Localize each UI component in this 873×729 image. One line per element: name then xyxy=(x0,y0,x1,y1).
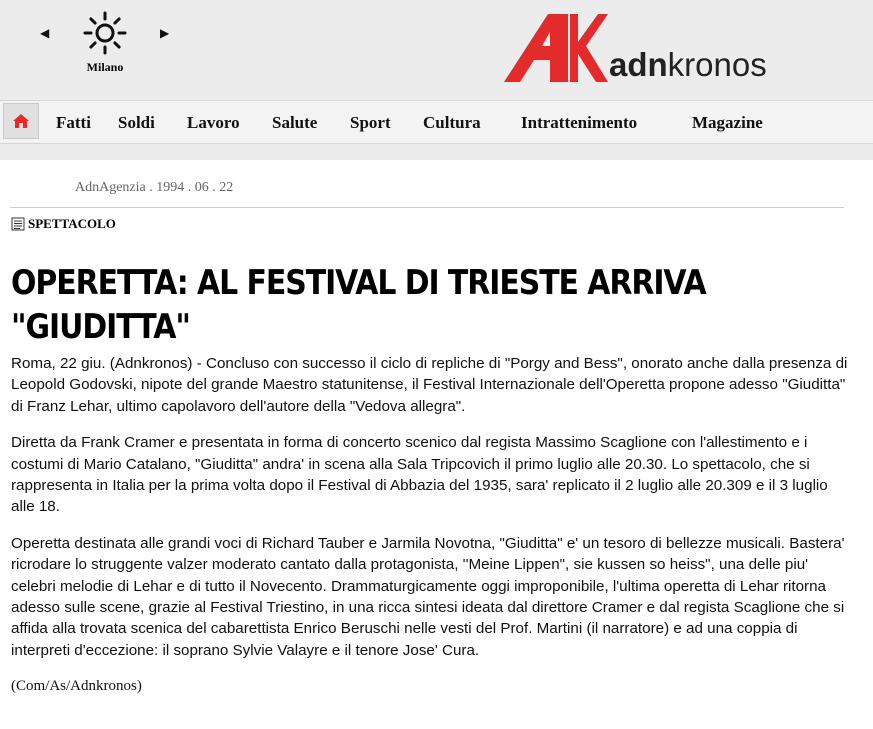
nav-fatti[interactable]: Fatti xyxy=(56,113,91,132)
main-nav xyxy=(0,100,873,144)
adnkronos-logo[interactable] xyxy=(504,12,804,92)
nav-intrattenimento[interactable]: Intrattenimento xyxy=(521,113,638,132)
weather-city: Milano xyxy=(86,60,124,74)
document-icon xyxy=(11,217,25,231)
article-credit: (Com/As/Adnkronos) xyxy=(11,678,142,695)
logo-mark xyxy=(504,12,608,82)
left-arrow-icon[interactable]: ◀ xyxy=(40,26,50,40)
nav-cultura[interactable]: Cultura xyxy=(423,113,481,132)
nav-magazine[interactable]: Magazine xyxy=(692,113,763,132)
article-source: AdnAgenzia . 1994 . 06 . 22 xyxy=(75,180,234,195)
article-title: OPERETTA: AL FESTIVAL DI TRIESTE ARRIVA "GIUDITTA" xyxy=(11,262,706,347)
home-icon xyxy=(12,113,30,129)
section-label: SPETTACOLO xyxy=(28,216,116,231)
nav-soldi[interactable]: Soldi xyxy=(118,113,155,132)
divider xyxy=(10,207,844,208)
nav-sport[interactable]: Sport xyxy=(350,113,391,132)
site-header xyxy=(0,0,873,160)
paragraph: Roma, 22 giu. (Adnkronos) - Concluso con successo il ciclo di repliche di "Porgy and Bess", onorato anche dalla presenza di Leopold Godovski, nipote del grande Maestro statunitense, il Festival Internazionale dell'Operetta propone adesso "Giuditta" di Franz Lehar, ultimo capolavoro dell'autore della "Vedova allegra". xyxy=(11,355,848,415)
paragraph: Operetta destinata alle grandi voci di Richard Tauber e Jarmila Novotna, "Giuditta" e' un tesoro di bellezze musicali. Bastera' ricrodare lo struggente valzer moderato cantato dalla protagonista, ''Meine Lippen", sie kussen so heiss", una delle piu' celebri melodie di Lehar e di tutto il Novecento. Drammaturgicamente oggi improponibile, l'ultima operetta di Lehar ritorna adesso sulle scene, grazie al Festival Triestino, in una ricca sintesi ideata dal direttore Cramer e dal regista Scaglione che si affida alla trovata scenica del cabarettista Enrico Beruschi nelle vesti del Prof. Martini (il narratore) e ad una coppia di interpreti d'eccezione: il soprano Sylvie Valayre e il tenore Jose' Cura. xyxy=(11,534,845,659)
article-section xyxy=(11,216,116,232)
nav-lavoro[interactable]: Lavoro xyxy=(187,113,240,132)
home-button[interactable] xyxy=(3,103,39,139)
article xyxy=(0,160,873,729)
weather-widget xyxy=(40,8,180,78)
right-arrow-icon[interactable]: ▶ xyxy=(160,26,170,40)
logo-wordmark: adnkronos xyxy=(609,46,767,83)
nav-salute[interactable]: Salute xyxy=(272,113,318,132)
sun-icon xyxy=(82,10,128,56)
paragraph: Diretta da Frank Cramer e presentata in forma di concerto scenico dal regista Massimo Scaglione con l'allestimento e i costumi di Mario Catalano, "Giuditta" andra' in scena alla Sala Tripcovich il primo luglio alle 20.30. Lo spettacolo, che si rappresenta in Italia per la prima volta dopo il Festival di Abbazia del 1935, sara' replicato il 2 luglio alle 20.309 e il 3 luglio alle 18. xyxy=(11,434,828,516)
article-body xyxy=(11,353,851,713)
